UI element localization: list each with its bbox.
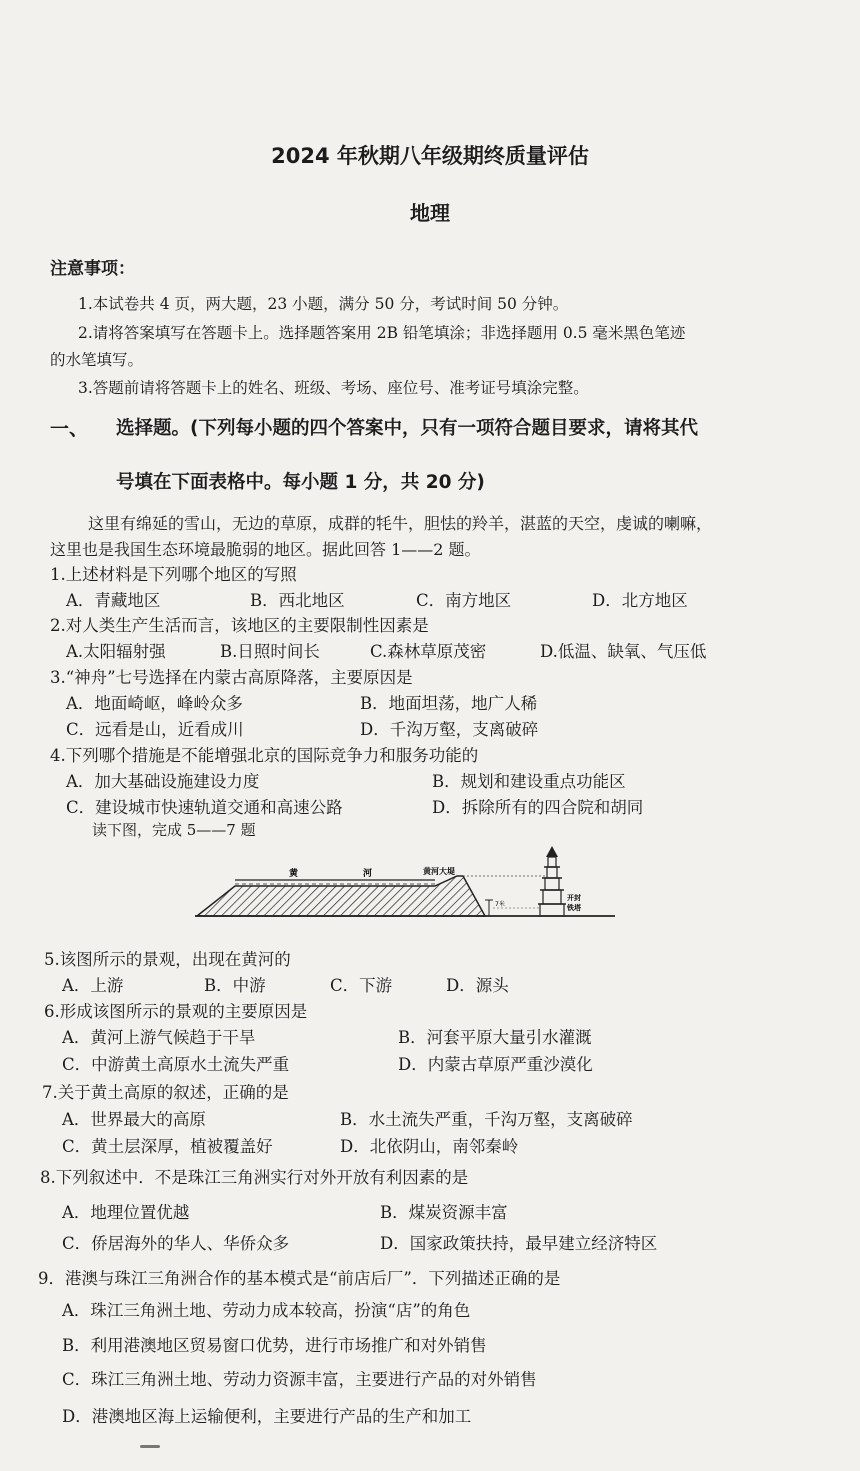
question-4-option-a: A．加大基础设施建设力度 [66, 772, 260, 791]
question-1-option-c: C．南方地区 [416, 591, 512, 610]
question-2-option-b: B.日照时间长 [220, 642, 320, 661]
question-7-stem: 7.关于黄土高原的叙述，正确的是 [42, 1083, 289, 1102]
question-1-stem: 1.上述材料是下列哪个地区的写照 [50, 565, 297, 584]
label-city-1: 开封 [567, 894, 581, 902]
question-4-stem: 4.下列哪个措施是不能增强北京的国际竞争力和服务功能的 [50, 746, 479, 765]
question-1-option-d: D．北方地区 [592, 591, 688, 610]
question-5-option-b: B．中游 [204, 976, 266, 995]
question-2-option-c: C.森林草原茂密 [370, 642, 487, 661]
subject-title: 地理 [410, 201, 450, 225]
yellow-river-cross-section-figure [195, 840, 615, 930]
scan-mark [140, 1445, 160, 1448]
question-6-option-b: B．河套平原大量引水灌溉 [398, 1028, 592, 1047]
label-huang: 黄 [289, 869, 299, 879]
question-6-option-d: D．内蒙古草原严重沙漠化 [398, 1055, 593, 1074]
question-2-option-a: A.太阳辐射强 [66, 642, 166, 661]
question-9-option-c: C．珠江三角洲土地、劳动力资源丰富，主要进行产品的对外销售 [62, 1370, 537, 1389]
question-1-option-b: B．西北地区 [250, 591, 345, 610]
section-number: 一、 [50, 418, 89, 440]
passage-line-2: 这里也是我国生态环境最脆弱的地区。据此回答 1——2 题。 [50, 540, 481, 559]
question-7-option-b: B．水土流失严重，千沟万壑，支离破碎 [340, 1110, 633, 1129]
section-title: 选择题。(下列每小题的四个答案中，只有一项符合题目要求，请将其代 [116, 418, 698, 439]
question-2-option-d: D.低温、缺氧、气压低 [540, 642, 707, 661]
question-9-stem: 9．港澳与珠江三角洲合作的基本模式是“前店后厂”．下列描述正确的是 [38, 1269, 561, 1288]
label-city-2: 铁塔 [567, 904, 581, 912]
question-8-option-b: B．煤炭资源丰富 [380, 1203, 508, 1222]
figure-intro: 读下图，完成 5——7 题 [92, 821, 256, 839]
question-6-stem: 6.形成该图所示的景观的主要原因是 [44, 1002, 308, 1021]
question-4-option-c: C．建设城市快速轨道交通和高速公路 [66, 798, 343, 817]
question-8-option-c: C．侨居海外的华人、华侨众多 [62, 1234, 290, 1253]
riverbed-hatched-shape [197, 876, 485, 916]
question-1-option-a: A．青藏地区 [66, 591, 161, 610]
question-4-option-d: D．拆除所有的四合院和胡同 [432, 798, 644, 817]
notice-heading: 注意事项： [50, 259, 135, 279]
question-8-option-d: D．国家政策扶持，最早建立经济特区 [380, 1234, 658, 1253]
question-7-option-d: D．北依阴山，南邻秦岭 [340, 1137, 519, 1156]
question-3-option-a: A．地面崎岖，峰岭众多 [66, 694, 243, 713]
label-he: 河 [363, 869, 373, 879]
notice-item-2-cont: 的水笔填写。 [50, 351, 144, 369]
question-3-option-c: C．远看是山，近看成川 [66, 720, 244, 739]
notice-item-1: 1.本试卷共 4 页，两大题，23 小题，满分 50 分，考试时间 50 分钟。 [78, 295, 569, 313]
question-3-option-d: D．千沟万壑，支离破碎 [360, 720, 539, 739]
pagoda-icon [538, 846, 566, 916]
question-5-option-d: D．源头 [446, 976, 509, 995]
passage-line-1: 这里有绵延的雪山，无边的草原，成群的牦牛，胆怯的羚羊，湛蓝的天空，虔诚的喇嘛， [88, 514, 713, 533]
question-8-stem: 8.下列叙述中．不是珠江三角洲实行对外开放有利因素的是 [40, 1168, 469, 1187]
question-9-option-d: D．港澳地区海上运输便利，主要进行产品的生产和加工 [62, 1407, 472, 1426]
question-4-option-b: B．规划和建设重点功能区 [432, 772, 626, 791]
question-5-option-a: A．上游 [62, 976, 124, 995]
question-3-option-b: B．地面坦荡，地广人稀 [360, 694, 538, 713]
question-5-option-c: C．下游 [330, 976, 393, 995]
question-2-stem: 2.对人类生产生活而言，该地区的主要限制性因素是 [50, 616, 429, 635]
notice-item-2: 2.请将答案填写在答题卡上。选择题答案用 2B 铅笔填涂；非选择题用 0.5 毫米黑色笔迹 [78, 324, 686, 342]
label-height: 7米 [495, 901, 505, 908]
question-9-option-b: B．利用港澳地区贸易窗口优势，进行市场推广和对外销售 [62, 1336, 487, 1355]
notice-item-3: 3.答题前请将答题卡上的姓名、班级、考场、座位号、准考证号填涂完整。 [78, 379, 589, 397]
section-title-cont: 号填在下面表格中。每小题 1 分，共 20 分) [116, 472, 485, 493]
exam-title: 2024 年秋期八年级期终质量评估 [271, 144, 589, 168]
question-7-option-a: A．世界最大的高原 [62, 1110, 206, 1129]
question-5-stem: 5.该图所示的景观，出现在黄河的 [44, 950, 291, 969]
question-9-option-a: A．珠江三角洲土地、劳动力成本较高，扮演“店”的角色 [62, 1301, 471, 1320]
question-7-option-c: C．黄土层深厚，植被覆盖好 [62, 1137, 273, 1156]
label-dike: 黄河大堤 [423, 867, 455, 876]
question-3-stem: 3.“神舟”七号选择在内蒙古高原降落，主要原因是 [50, 668, 413, 687]
question-6-option-c: C．中游黄土高原水土流失严重 [62, 1055, 290, 1074]
question-6-option-a: A．黄河上游气候趋于干旱 [62, 1028, 256, 1047]
question-8-option-a: A．地理位置优越 [62, 1203, 190, 1222]
